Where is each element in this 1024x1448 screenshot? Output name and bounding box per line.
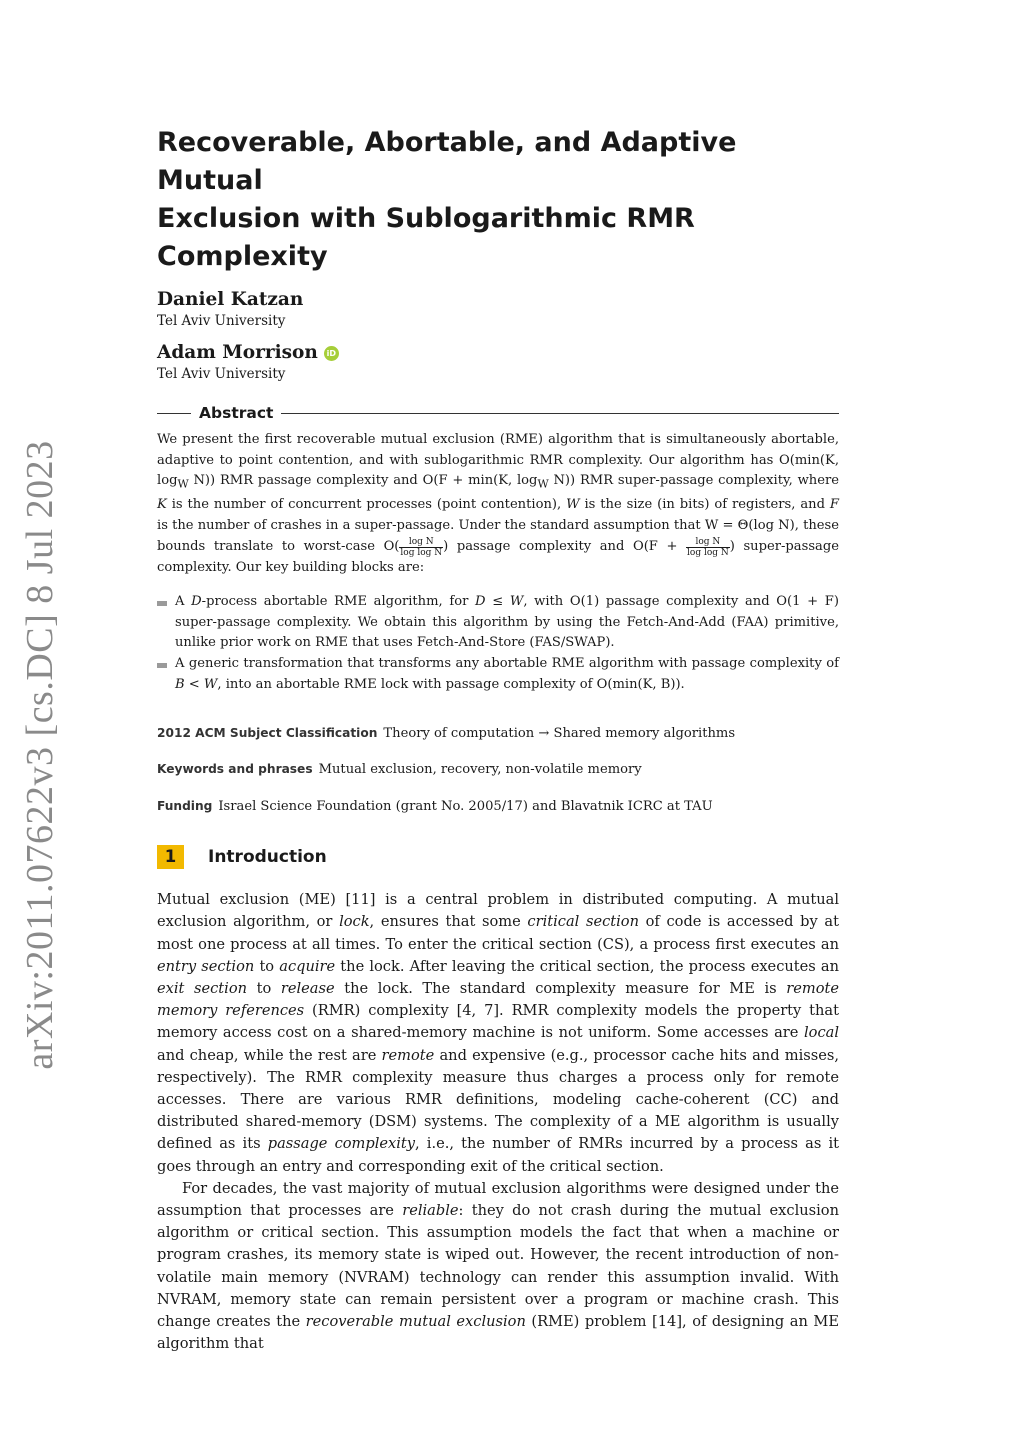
abstract-paragraph <box>157 430 839 578</box>
keywords-value: Mutual exclusion, recovery, non-volatile memory <box>318 762 642 778</box>
bullet-text: , into an abortable RME lock with passage complexity of O(min(K, B)). <box>217 676 685 692</box>
fraction-numerator: log N <box>686 537 730 548</box>
abstract-text: is the number of concurrent processes (point contention), <box>166 497 567 513</box>
abstract-text: is the number of crashes in a super-passage. Under the standard assumption that <box>157 517 705 533</box>
intro-paragraph-1 <box>157 889 839 1178</box>
abstract-math: O(F + <box>632 538 687 554</box>
abstract-math: W = Θ(log N), these bounds translate to worst-case O( <box>157 517 840 554</box>
body-emphasis: entry section <box>157 957 255 975</box>
body-text: , i.e., the number of RMRs incurred by a process as it goes through an entry and corresponding exit of the critical section. <box>157 1135 840 1175</box>
keywords-label: Keywords and phrases <box>157 762 313 777</box>
body-emphasis: exit section <box>157 979 248 997</box>
author-affiliation: Tel Aviv University <box>157 313 286 329</box>
body-text: and cheap, while the rest are <box>157 1046 382 1064</box>
author-name-text: Adam Morrison <box>157 342 318 363</box>
body-text: to <box>247 979 281 997</box>
section-number-badge: 1 <box>157 845 184 869</box>
title-line-1: Recoverable, Abortable, and Adaptive Mutual <box>157 127 737 196</box>
body-emphasis: critical section <box>527 913 639 931</box>
abstract-math: W <box>566 497 580 513</box>
author-name <box>157 341 839 365</box>
abstract-math: O(min(K, log <box>157 452 839 489</box>
body-text: the lock. After leaving the critical section, the process executes an <box>335 957 840 975</box>
bullet-icon <box>157 601 167 606</box>
body-text: : they do not crash during the mutual exclusion algorithm or critical section. This assumption models the fact that when a machine or program crashes, its memory state is wiped out. However, the recent introduction of non-volatile main memory (NVRAM) technology can render this assumption invalid. With NVRAM, memory state can remain persistent over a program or machine crash. This change creates the <box>157 1201 839 1330</box>
body-text: (RMR) complexity [4, 7]. RMR complexity models the property that memory access cost on a shared-memory machine is not uniform. Some accesses are <box>157 1002 839 1042</box>
abstract-text: N)) RMR super-passage complexity, where <box>548 473 839 489</box>
abstract-rule-left <box>157 413 191 414</box>
section-title: Introduction <box>208 847 327 868</box>
body-emphasis: lock <box>339 913 370 931</box>
abstract-rule-right <box>281 413 839 414</box>
body-emphasis: release <box>280 979 335 997</box>
paper-first-page <box>157 124 839 1355</box>
fraction-denominator: log log N <box>687 547 729 558</box>
body-emphasis: passage complexity <box>267 1135 416 1153</box>
abstract-text: ) passage complexity and <box>443 538 625 554</box>
abstract-text: ) super-passage complexity. Our key building blocks are: <box>157 538 839 575</box>
body-emphasis: remote <box>381 1046 435 1064</box>
paper-title <box>157 124 839 276</box>
section-heading <box>157 845 839 869</box>
funding-value: Israel Science Foundation (grant No. 2005/17) and Blavatnik ICRC at TAU <box>218 799 713 815</box>
fraction <box>399 537 443 558</box>
abstract-heading: Abstract <box>199 404 274 422</box>
body-text: , ensures that some <box>369 913 528 931</box>
body-text: Mutual exclusion (ME) [11] is a central problem in distributed computing. A mutual exclusion algorithm, or <box>157 891 839 931</box>
funding <box>157 796 839 817</box>
arxiv-identifier-stamp: arXiv:2011.07622v3 [cs.DC] 8 Jul 2023 <box>19 440 61 1070</box>
bullet-text: A generic transformation that transforms any abortable RME algorithm with passage complexity of <box>175 655 839 671</box>
body-text: (RME) problem [14], of designing an ME algorithm that <box>157 1313 839 1353</box>
abstract-text: We present the first recoverable mutual exclusion (RME) algorithm that is simultaneously abortable, adaptive to point contention, and with sublogarithmic RMR complexity. Our algorithm has <box>157 432 839 468</box>
fraction-denominator: log log N <box>400 547 443 558</box>
acm-classification <box>157 723 839 744</box>
body-text: to <box>254 957 280 975</box>
body-text: and expensive (e.g., processor cache hits and misses, respectively). The RMR complexity measure thus charges a process only for remote accesses. There are various RMR definitions, modeling cache-coherent (CC) and distributed shared-memory (DSM) systems. The complexity of a ME algorithm is usually defined as its <box>157 1046 839 1153</box>
body-text: For decades, the vast majority of mutual exclusion algorithms were designed under the assumption that processes are <box>157 1179 839 1219</box>
body-emphasis: acquire <box>279 957 336 975</box>
abstract-text: is the size (in bits) of registers, and <box>579 497 830 513</box>
abstract-math-sub: W <box>537 477 549 491</box>
bullet-text: -process abortable RME algorithm, for <box>201 594 476 610</box>
bullet-math: D <box>191 594 202 610</box>
bullet-text: , with O(1) passage complexity and O(1 + F) super-passage complexity. We obtain this algorithm by using the Fetch-And-Add (FAA) primitive, unlike prior work on RME that uses Fetch-And-Store (FAS/SWAP). <box>175 594 839 651</box>
author-block-1 <box>157 288 839 331</box>
author-name: Daniel Katzan <box>157 289 304 310</box>
title-line-2: Exclusion with Sublogarithmic RMR Complexity <box>157 203 695 272</box>
fraction-numerator: log N <box>399 537 443 548</box>
list-item <box>157 592 839 654</box>
list-item <box>157 654 839 695</box>
funding-label: Funding <box>157 799 213 814</box>
body-emphasis: remote memory references <box>157 979 839 1020</box>
bullet-math: D ≤ W <box>475 594 524 610</box>
body-emphasis: recoverable mutual exclusion <box>305 1313 526 1330</box>
abstract-math-sub: W <box>177 477 189 491</box>
fraction <box>686 537 730 558</box>
acm-label: 2012 ACM Subject Classification <box>157 726 378 741</box>
intro-paragraph-2 <box>157 1178 839 1356</box>
body-text: the lock. The standard complexity measure for ME is <box>334 979 787 997</box>
body-emphasis: local <box>804 1024 839 1042</box>
bullet-text: A <box>175 594 192 610</box>
keywords <box>157 759 839 780</box>
acm-value: Theory of computation → Shared memory algorithms <box>383 726 736 742</box>
abstract-header <box>157 404 839 422</box>
orcid-icon[interactable]: iD <box>324 346 339 361</box>
abstract-math: K <box>157 497 167 513</box>
author-block-2 <box>157 341 839 384</box>
bullet-icon <box>157 663 167 668</box>
body-text: of code is accessed by at most one process at all times. To enter the critical section (CS), a process first executes an <box>157 913 839 953</box>
bullet-math: B < W <box>175 676 218 692</box>
body-emphasis: reliable <box>402 1201 459 1219</box>
abstract-math: N)) RMR passage complexity and O(F + min(K, log <box>188 473 538 489</box>
abstract-math: F <box>829 497 839 513</box>
contribution-list <box>157 592 839 695</box>
author-affiliation: Tel Aviv University <box>157 366 286 382</box>
